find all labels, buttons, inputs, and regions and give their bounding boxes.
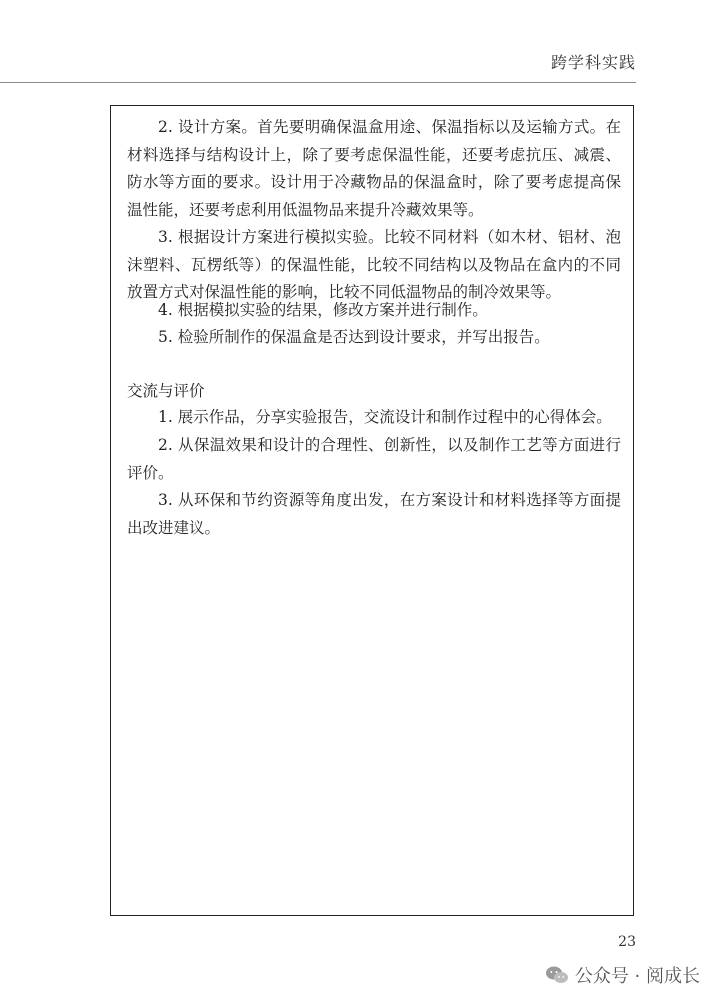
running-header-title: 跨学科实践	[550, 53, 636, 72]
paragraph-inspect: 5. 检验所制作的保温盒是否达到设计要求，并写出报告。	[158, 328, 550, 346]
paragraph-design-plan: 2. 设计方案。首先要明确保温盒用途、保温指标以及运输方式。在材料选择与结构设计上，除了要考虑保温性能，还要考虑抗压、减震、防水等方面的要求。设计用于冷藏物品的保温盒时，除了要考虑提高保温性能，还要考虑利用低温物品来提升冷藏效果等。	[127, 118, 621, 219]
paragraph-showcase: 1. 展示作品，分享实验报告，交流设计和制作过程中的心得体会。	[158, 408, 612, 426]
paragraph-revise: 4. 根据模拟实验的结果，修改方案并进行制作。	[158, 301, 488, 319]
watermark	[545, 962, 700, 988]
page-number: 23	[618, 934, 636, 950]
watermark-text: 公众号 · 阅成长	[574, 966, 700, 987]
paragraph-evaluate: 2. 从保温效果和设计的合理性、创新性，以及制作工艺等方面进行评价。	[127, 436, 621, 482]
content-box	[110, 105, 634, 916]
paragraph-simulation: 3. 根据设计方案进行模拟实验。比较不同材料（如木材、铝材、泡沫塑料、瓦楞纸等）的保温性能，比较不同结构以及物品在盒内的不同放置方式对保温性能的影响，比较不同低温物品的制冷效果等。	[127, 228, 621, 301]
section-heading-exchange: 交流与评价	[127, 382, 205, 400]
header-rule	[0, 82, 636, 83]
paragraph-improve: 3. 从环保和节约资源等角度出发，在方案设计和材料选择等方面提出改进建议。	[127, 491, 621, 537]
wechat-icon	[545, 965, 569, 985]
